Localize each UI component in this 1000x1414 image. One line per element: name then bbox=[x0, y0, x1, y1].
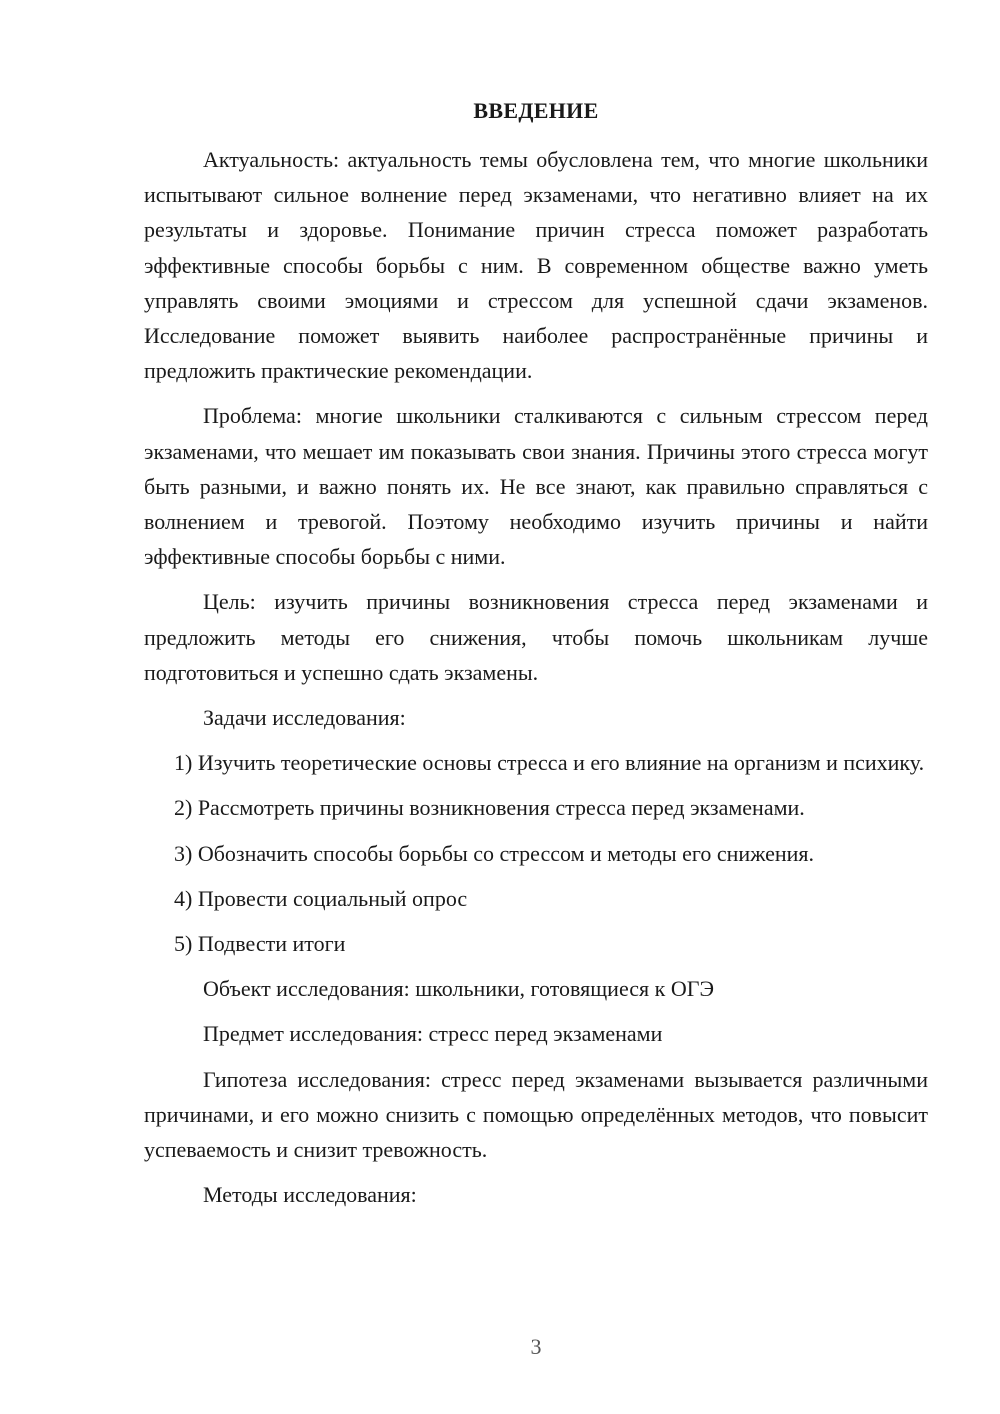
paragraph-problem: Проблема: многие школьники сталкиваются с сильным стрессом перед экзаменами, что мешает им показывать свои знания. Причины этого стресса могут быть разными, и важно понять их. Не все знают, как правильно справляться с волнением и тревогой. Поэтому необходимо изучить причины и найти эффективные способы борьбы с ними. bbox=[144, 403, 928, 570]
paragraph-relevance: Актуальность: актуальность темы обусловлена тем, что многие школьники испытывают сильное волнение перед экзаменами, что негативно влияет на их результаты и здоровье. Понимание причин стресса поможет разработать эффективные способы борьбы с ним. В современном обществе важно уметь управлять своими эмоциями и стрессом для успешной сдачи экзаменов. Исследование поможет выявить наиболее распространённые причины и предложить практические рекомендации. bbox=[144, 147, 928, 384]
task-item-3: 3) Обозначить способы борьбы со стрессом и методы его снижения. bbox=[174, 840, 815, 866]
paragraph-goal: Цель: изучить причины возникновения стресса перед экзаменами и предложить методы его снижения, чтобы помочь школьникам лучше подготовиться и успешно сдать экзамены. bbox=[144, 589, 928, 685]
document-body bbox=[144, 142, 928, 1222]
tasks-heading: Задачи исследования: bbox=[203, 705, 406, 731]
research-subject: Предмет исследования: стресс перед экзаменами bbox=[203, 1021, 663, 1047]
task-item-2: 2) Рассмотреть причины возникновения стресса перед экзаменами. bbox=[174, 795, 805, 821]
task-item-5: 5) Подвести итоги bbox=[174, 931, 346, 957]
research-object: Объект исследования: школьники, готовящиеся к ОГЭ bbox=[203, 976, 714, 1002]
section-title: ВВЕДЕНИЕ bbox=[473, 98, 599, 123]
research-hypothesis: Гипотеза исследования: стресс перед экзаменами вызывается различными причинами, и его можно снизить с помощью определённых методов, что повысит успеваемость и снизит тревожность. bbox=[144, 1066, 928, 1163]
task-item-4: 4) Провести социальный опрос bbox=[174, 885, 468, 911]
task-item-1: 1) Изучить теоретические основы стресса и его влияние на организм и психику. bbox=[174, 750, 925, 776]
page-number: 3 bbox=[530, 1334, 542, 1359]
methods-heading: Методы исследования: bbox=[203, 1182, 417, 1208]
